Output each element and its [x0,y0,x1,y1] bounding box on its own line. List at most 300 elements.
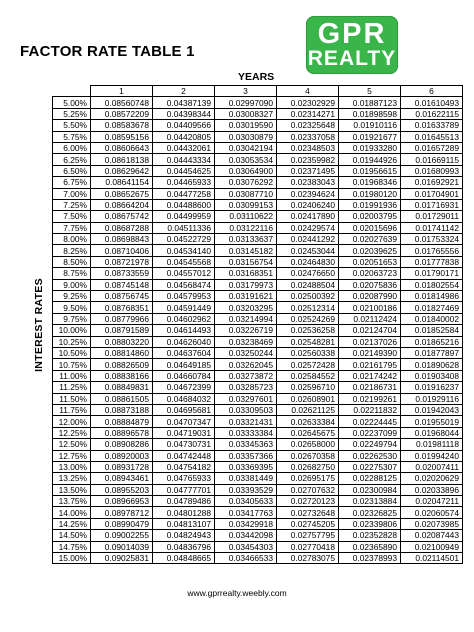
factor-cell: 0.01921677 [339,131,401,142]
factor-cell: 0.04789486 [153,496,215,507]
rate-cell: 7.25% [53,199,91,210]
factor-cell: 0.08595156 [91,131,153,142]
factor-cell: 0.03466533 [215,553,277,564]
factor-cell: 0.03191621 [215,291,277,302]
factor-cell: 0.08768351 [91,302,153,313]
factor-cell: 0.02365890 [339,541,401,552]
factor-cell: 0.02288125 [339,473,401,484]
factor-cell: 0.08849831 [91,382,153,393]
factor-cell: 0.02670358 [277,450,339,461]
factor-cell: 0.04660784 [153,370,215,381]
column-header-year-1: 1 [91,86,153,97]
factor-cell: 0.01956615 [339,165,401,176]
table-row [53,256,463,267]
factor-cell: 0.04477258 [153,188,215,199]
table-row [53,518,463,529]
factor-cell: 0.03099153 [215,199,277,210]
factor-cell: 0.02682750 [277,461,339,472]
rate-cell: 7.00% [53,188,91,199]
factor-cell: 0.04765933 [153,473,215,484]
table-row [53,234,463,245]
factor-cell: 0.04649185 [153,359,215,370]
factor-cell: 0.02488504 [277,279,339,290]
factor-cell: 0.02100186 [339,302,401,313]
factor-cell: 0.04579953 [153,291,215,302]
table-row [53,154,463,165]
table-row [53,461,463,472]
factor-cell: 0.01741142 [401,222,463,233]
factor-cell: 0.01753324 [401,234,463,245]
table-row [53,359,463,370]
factor-cell: 0.02087443 [401,530,463,541]
factor-cell: 0.04443334 [153,154,215,165]
factor-cell: 0.02524269 [277,313,339,324]
factor-cell: 0.04557012 [153,268,215,279]
factor-cell: 0.04684032 [153,393,215,404]
column-header-year-6: 6 [401,86,463,97]
factor-cell: 0.01916237 [401,382,463,393]
factor-cell: 0.02500392 [277,291,339,302]
factor-cell: 0.02770418 [277,541,339,552]
rate-cell: 8.25% [53,245,91,256]
factor-cell: 0.02417890 [277,211,339,222]
factor-cell: 0.02199261 [339,393,401,404]
factor-cell: 0.03262045 [215,359,277,370]
factor-cell: 0.03309503 [215,404,277,415]
table-header-row [53,86,463,97]
factor-cell: 0.02112424 [339,313,401,324]
factor-rate-table [52,85,463,564]
factor-cell: 0.03226719 [215,325,277,336]
factor-cell: 0.08721978 [91,256,153,267]
table-row [53,370,463,381]
factor-cell: 0.01840002 [401,313,463,324]
factor-cell: 0.02429574 [277,222,339,233]
table-body [53,97,463,564]
factor-cell: 0.01968044 [401,427,463,438]
rate-cell: 12.50% [53,439,91,450]
rate-cell: 11.50% [53,393,91,404]
column-header-year-3: 3 [215,86,277,97]
factor-cell: 0.03417763 [215,507,277,518]
table-row [53,382,463,393]
rate-cell: 5.75% [53,131,91,142]
rate-cell: 14.50% [53,530,91,541]
factor-cell: 0.04848665 [153,553,215,564]
factor-cell: 0.08664204 [91,199,153,210]
factor-cell: 0.02339806 [339,518,401,529]
factor-cell: 0.01729011 [401,211,463,222]
factor-cell: 0.01910116 [339,120,401,131]
rate-cell: 5.50% [53,120,91,131]
factor-cell: 0.02596710 [277,382,339,393]
factor-cell: 0.02633384 [277,416,339,427]
factor-cell: 0.02325648 [277,120,339,131]
table-row [53,496,463,507]
footer-url: www.gprrealty.weebly.com [187,588,287,598]
factor-cell: 0.08908286 [91,439,153,450]
factor-cell: 0.01877897 [401,347,463,358]
table-row [53,416,463,427]
factor-cell: 0.01898598 [339,108,401,119]
factor-cell: 0.04398344 [153,108,215,119]
rate-cell: 9.50% [53,302,91,313]
table-row [53,199,463,210]
factor-cell: 0.03053534 [215,154,277,165]
factor-cell: 0.04387139 [153,97,215,108]
table-row [53,530,463,541]
factor-cell: 0.04602962 [153,313,215,324]
factor-cell: 0.03042194 [215,142,277,153]
rate-cell: 14.75% [53,541,91,552]
header-corner [53,86,91,97]
factor-cell: 0.03273872 [215,370,277,381]
factor-cell: 0.02211832 [339,404,401,415]
factor-cell: 0.02020629 [401,473,463,484]
factor-cell: 0.02608901 [277,393,339,404]
factor-cell: 0.03250244 [215,347,277,358]
rate-cell: 5.00% [53,97,91,108]
factor-cell: 0.04511336 [153,222,215,233]
factor-cell: 0.08606643 [91,142,153,153]
factor-cell: 0.02441292 [277,234,339,245]
factor-cell: 0.03156754 [215,256,277,267]
table-row [53,325,463,336]
factor-cell: 0.03393529 [215,484,277,495]
factor-cell: 0.08629642 [91,165,153,176]
rate-cell: 7.75% [53,222,91,233]
rate-cell: 6.25% [53,154,91,165]
factor-cell: 0.01968346 [339,177,401,188]
factor-cell: 0.01645513 [401,131,463,142]
rate-cell: 8.50% [53,256,91,267]
factor-cell: 0.03087710 [215,188,277,199]
factor-cell: 0.01980120 [339,188,401,199]
factor-cell: 0.04420805 [153,131,215,142]
table-row [53,188,463,199]
factor-cell: 0.03454303 [215,541,277,552]
factor-cell: 0.03064900 [215,165,277,176]
factor-cell: 0.02464830 [277,256,339,267]
rate-cell: 6.75% [53,177,91,188]
factor-cell: 0.01865216 [401,336,463,347]
factor-cell: 0.01933280 [339,142,401,153]
factor-cell: 0.02114501 [401,553,463,564]
page-title: FACTOR RATE TABLE 1 [20,43,195,60]
factor-cell: 0.04742448 [153,450,215,461]
factor-cell: 0.03285723 [215,382,277,393]
factor-cell: 0.08687288 [91,222,153,233]
rate-cell: 10.50% [53,347,91,358]
factor-cell: 0.04499959 [153,211,215,222]
factor-cell: 0.03076292 [215,177,277,188]
factor-cell: 0.01704901 [401,188,463,199]
factor-cell: 0.02732648 [277,507,339,518]
factor-cell: 0.08861505 [91,393,153,404]
factor-cell: 0.04695681 [153,404,215,415]
table-row [53,97,463,108]
factor-cell: 0.01852584 [401,325,463,336]
factor-cell: 0.02783075 [277,553,339,564]
table-row [53,302,463,313]
factor-cell: 0.03405633 [215,496,277,507]
factor-cell: 0.03333384 [215,427,277,438]
factor-cell: 0.02027639 [339,234,401,245]
factor-cell: 0.04432061 [153,142,215,153]
factor-cell: 0.08560748 [91,97,153,108]
table-row [53,541,463,552]
factor-cell: 0.08931728 [91,461,153,472]
factor-cell: 0.08966953 [91,496,153,507]
factor-cell: 0.03429918 [215,518,277,529]
factor-cell: 0.02186731 [339,382,401,393]
factor-cell: 0.04454625 [153,165,215,176]
years-heading: YEARS [238,71,275,83]
table-row [53,336,463,347]
factor-cell: 0.03008327 [215,108,277,119]
factor-cell: 0.02039625 [339,245,401,256]
factor-cell: 0.02224445 [339,416,401,427]
gpr-realty-logo [306,16,398,74]
factor-cell: 0.02707632 [277,484,339,495]
factor-cell: 0.02237099 [339,427,401,438]
factor-cell: 0.03442098 [215,530,277,541]
factor-cell: 0.08838166 [91,370,153,381]
interest-rates-label: INTEREST RATES [33,278,45,372]
table-row [53,177,463,188]
table-row [53,553,463,564]
factor-cell: 0.04591449 [153,302,215,313]
factor-cell: 0.01827469 [401,302,463,313]
factor-cell: 0.03357366 [215,450,277,461]
table-row [53,222,463,233]
factor-cell: 0.01716931 [401,199,463,210]
table-row [53,131,463,142]
factor-cell: 0.02033896 [401,484,463,495]
factor-cell: 0.08779966 [91,313,153,324]
rate-cell: 11.00% [53,370,91,381]
factor-cell: 0.03345363 [215,439,277,450]
factor-cell: 0.02047211 [401,496,463,507]
table-row [53,393,463,404]
factor-cell: 0.01802554 [401,279,463,290]
factor-cell: 0.09002255 [91,530,153,541]
factor-cell: 0.08745148 [91,279,153,290]
factor-cell: 0.02060574 [401,507,463,518]
factor-cell: 0.02512314 [277,302,339,313]
factor-cell: 0.02015696 [339,222,401,233]
table-row [53,484,463,495]
factor-cell: 0.03145182 [215,245,277,256]
interest-rates-label-box [29,278,49,372]
factor-cell: 0.08896578 [91,427,153,438]
factor-cell: 0.01790171 [401,268,463,279]
factor-cell: 0.04777701 [153,484,215,495]
factor-cell: 0.04522729 [153,234,215,245]
factor-cell: 0.02548281 [277,336,339,347]
table-row [53,279,463,290]
rate-cell: 11.25% [53,382,91,393]
factor-cell: 0.02302929 [277,97,339,108]
factor-cell: 0.04626040 [153,336,215,347]
factor-cell: 0.01944926 [339,154,401,165]
rate-cell: 6.00% [53,142,91,153]
factor-cell: 0.02621125 [277,404,339,415]
table-row [53,313,463,324]
factor-cell: 0.02174242 [339,370,401,381]
factor-cell: 0.02313884 [339,496,401,507]
factor-cell: 0.08756745 [91,291,153,302]
rate-cell: 8.75% [53,268,91,279]
factor-cell: 0.02300984 [339,484,401,495]
factor-cell: 0.02051653 [339,256,401,267]
table-row [53,404,463,415]
table-row [53,450,463,461]
logo-line-2: REALTY [307,47,397,70]
factor-cell: 0.02337058 [277,131,339,142]
rate-cell: 7.50% [53,211,91,222]
factor-cell: 0.02275307 [339,461,401,472]
factor-cell: 0.08814860 [91,347,153,358]
rate-cell: 12.00% [53,416,91,427]
column-header-year-2: 2 [153,86,215,97]
factor-cell: 0.08698843 [91,234,153,245]
factor-cell: 0.01991936 [339,199,401,210]
factor-cell: 0.01994240 [401,450,463,461]
factor-cell: 0.02326825 [339,507,401,518]
column-header-year-5: 5 [339,86,401,97]
factor-cell: 0.04409566 [153,120,215,131]
rate-cell: 8.00% [53,234,91,245]
rate-cell: 12.75% [53,450,91,461]
factor-cell: 0.03030879 [215,131,277,142]
factor-cell: 0.02137026 [339,336,401,347]
rate-cell: 13.75% [53,496,91,507]
factor-cell: 0.03321431 [215,416,277,427]
factor-cell: 0.01610493 [401,97,463,108]
factor-cell: 0.08826509 [91,359,153,370]
factor-cell: 0.08641154 [91,177,153,188]
factor-cell: 0.01692921 [401,177,463,188]
factor-cell: 0.03214994 [215,313,277,324]
factor-cell: 0.03369395 [215,461,277,472]
factor-cell: 0.02383043 [277,177,339,188]
factor-cell: 0.04719031 [153,427,215,438]
factor-cell: 0.01929116 [401,393,463,404]
factor-cell: 0.02453044 [277,245,339,256]
factor-cell: 0.02063723 [339,268,401,279]
factor-cell: 0.02658000 [277,439,339,450]
factor-cell: 0.03381449 [215,473,277,484]
factor-cell: 0.02003795 [339,211,401,222]
factor-cell: 0.04754182 [153,461,215,472]
factor-cell: 0.04534140 [153,245,215,256]
factor-cell: 0.01814986 [401,291,463,302]
table-row [53,427,463,438]
factor-cell: 0.01622115 [401,108,463,119]
factor-cell: 0.04637604 [153,347,215,358]
factor-cell: 0.02359982 [277,154,339,165]
rate-cell: 5.25% [53,108,91,119]
factor-cell: 0.02997090 [215,97,277,108]
factor-cell: 0.08943461 [91,473,153,484]
factor-cell: 0.08710406 [91,245,153,256]
table-row [53,120,463,131]
table-row [53,142,463,153]
factor-cell: 0.02352828 [339,530,401,541]
factor-cell: 0.03122116 [215,222,277,233]
table-row [53,291,463,302]
factor-cell: 0.08803220 [91,336,153,347]
factor-cell: 0.04488600 [153,199,215,210]
rate-cell: 10.75% [53,359,91,370]
factor-cell: 0.02378993 [339,553,401,564]
table-row [53,108,463,119]
table-row [53,347,463,358]
factor-cell: 0.02100949 [401,541,463,552]
factor-cell: 0.02584552 [277,370,339,381]
factor-cell: 0.02348503 [277,142,339,153]
factor-cell: 0.02745205 [277,518,339,529]
factor-cell: 0.02645675 [277,427,339,438]
rate-cell: 15.00% [53,553,91,564]
factor-cell: 0.04801288 [153,507,215,518]
factor-cell: 0.08652675 [91,188,153,199]
factor-cell: 0.02007411 [401,461,463,472]
factor-cell: 0.02371495 [277,165,339,176]
factor-cell: 0.08990479 [91,518,153,529]
rate-cell: 13.50% [53,484,91,495]
factor-cell: 0.02087990 [339,291,401,302]
factor-cell: 0.03297601 [215,393,277,404]
rate-cell: 14.25% [53,518,91,529]
factor-cell: 0.01777838 [401,256,463,267]
factor-cell: 0.08583678 [91,120,153,131]
rate-cell: 6.50% [53,165,91,176]
factor-cell: 0.01887123 [339,97,401,108]
factor-cell: 0.02406240 [277,199,339,210]
factor-cell: 0.02124704 [339,325,401,336]
factor-cell: 0.04568474 [153,279,215,290]
factor-cell: 0.08955203 [91,484,153,495]
factor-cell: 0.04836796 [153,541,215,552]
factor-cell: 0.02075836 [339,279,401,290]
factor-cell: 0.08873188 [91,404,153,415]
table-row [53,473,463,484]
factor-cell: 0.04707347 [153,416,215,427]
factor-cell: 0.02757795 [277,530,339,541]
factor-cell: 0.02073985 [401,518,463,529]
factor-cell: 0.02695175 [277,473,339,484]
table-row [53,507,463,518]
table-row [53,245,463,256]
factor-cell: 0.08791589 [91,325,153,336]
factor-cell: 0.01942043 [401,404,463,415]
factor-cell: 0.03168351 [215,268,277,279]
rate-cell: 10.00% [53,325,91,336]
factor-cell: 0.01981118 [401,439,463,450]
factor-cell: 0.08675742 [91,211,153,222]
factor-cell: 0.02249794 [339,439,401,450]
factor-cell: 0.08572209 [91,108,153,119]
table-row [53,268,463,279]
factor-cell: 0.03019590 [215,120,277,131]
factor-cell: 0.01903408 [401,370,463,381]
rate-cell: 13.00% [53,461,91,472]
factor-cell: 0.04545568 [153,256,215,267]
factor-cell: 0.02536258 [277,325,339,336]
factor-cell: 0.08884879 [91,416,153,427]
